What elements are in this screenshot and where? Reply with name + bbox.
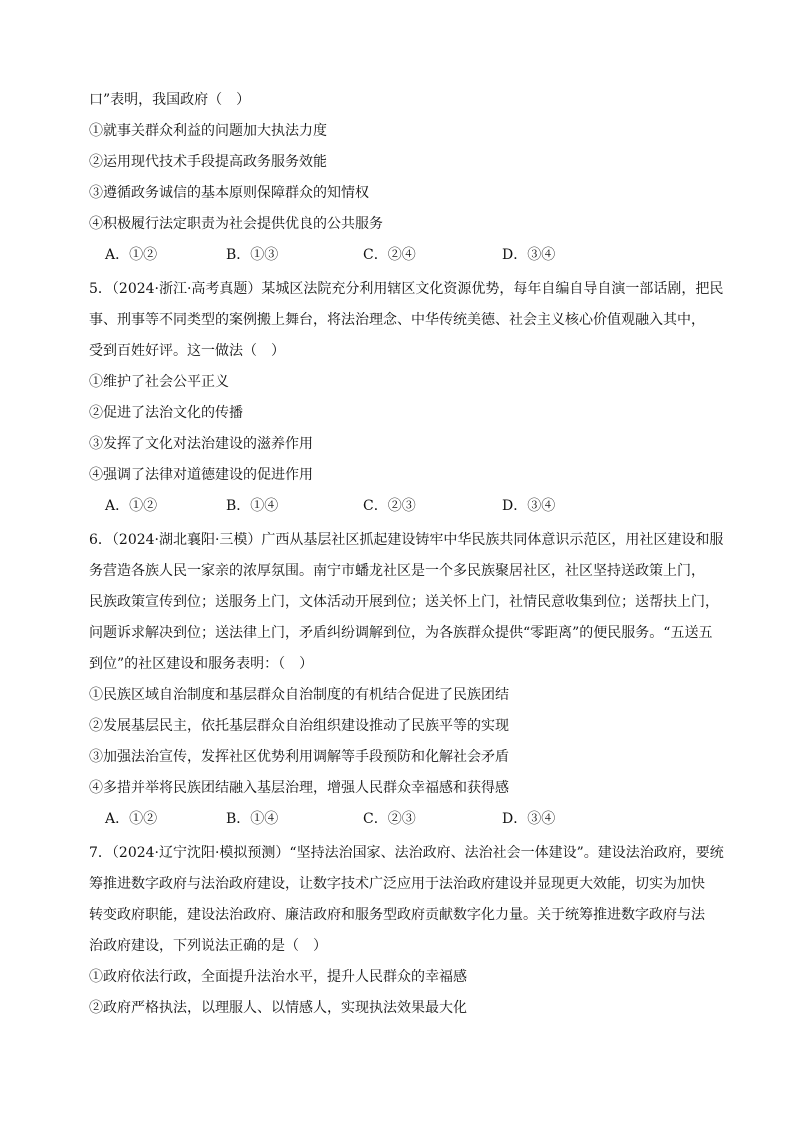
q4-choice-c: C．②④	[363, 247, 416, 263]
q6-choice-d: D．③④	[502, 811, 556, 827]
q4-stem-end: 口”表明，我国政府（ ）	[89, 92, 251, 108]
q4-option-2: ②运用现代技术手段提高政务服务效能	[89, 154, 327, 170]
q7-stem-line-2: 筹推进数字政府与法治政府建设，让数字技术广泛应用于法治政府建设并显现更大效能，切实为加快	[89, 876, 705, 892]
q7-option-2: ②政府严格执法，以理服人、以情感人，实现执法效果最大化	[89, 1000, 467, 1016]
q6-stem-line-4: 问题诉求解决到位；送法律上门，矛盾纠纷调解到位，为各族群众提供“零距离”的便民服务。“五送五	[89, 625, 713, 641]
q6-answer-choices	[105, 809, 725, 829]
q6-choice-b: B．①④	[226, 811, 279, 827]
q5-option-1: ①维护了社会公平正义	[89, 374, 229, 390]
q5-answer-choices	[105, 496, 725, 516]
q4-choice-b: B．①③	[226, 247, 279, 263]
q6-option-2: ②发展基层民主，依托基层群众自治组织建设推动了民族平等的实现	[89, 718, 509, 734]
q4-option-4: ④积极履行法定职责为社会提供优良的公共服务	[89, 216, 383, 232]
q4-choice-a: A．①②	[105, 247, 158, 263]
q4-choice-d: D．③④	[502, 247, 556, 263]
q5-stem-line-3: 受到百姓好评。这一做法（ ）	[89, 343, 285, 359]
q6-stem-line-1: 6．（2024·湖北襄阳·三模）广西从基层社区抓起建设铸牢中华民族共同体意识示范区，用社区建设和服	[89, 532, 724, 548]
q4-option-3: ③遵循政务诚信的基本原则保障群众的知情权	[89, 185, 369, 201]
q4-answer-choices	[105, 245, 725, 265]
q5-stem-line-2: 事、刑事等不同类型的案例搬上舞台，将法治理念、中华传统美德、社会主义核心价值观融入其中，	[89, 312, 705, 328]
q6-stem-line-2: 务营造各族人民一家亲的浓厚氛围。南宁市蟠龙社区是一个多民族聚居社区，社区坚持送政策上门，	[89, 563, 705, 579]
q6-choice-a: A．①②	[105, 811, 158, 827]
q6-option-4: ④多措并举将民族团结融入基层治理，增强人民群众幸福感和获得感	[89, 780, 509, 796]
q7-stem-line-4: 治政府建设，下列说法正确的是（ ）	[89, 938, 327, 954]
q6-option-1: ①民族区域自治制度和基层群众自治制度的有机结合促进了民族团结	[89, 687, 509, 703]
q5-option-2: ②促进了法治文化的传播	[89, 405, 243, 421]
q6-stem-line-5: 到位”的社区建设和服务表明：（ ）	[89, 656, 314, 672]
q5-choice-a: A．①②	[105, 498, 158, 514]
q5-choice-d: D．③④	[502, 498, 556, 514]
q5-option-4: ④强调了法律对道德建设的促进作用	[89, 467, 313, 483]
q7-option-1: ①政府依法行政，全面提升法治水平，提升人民群众的幸福感	[89, 969, 467, 985]
q5-option-3: ③发挥了文化对法治建设的滋养作用	[89, 436, 313, 452]
q5-choice-b: B．①④	[226, 498, 279, 514]
q7-stem-line-3: 转变政府职能，建设法治政府、廉洁政府和服务型政府贡献数字化力量。关于统筹推进数字政府与法	[89, 907, 705, 923]
q5-choice-c: C．②③	[363, 498, 416, 514]
q6-stem-line-3: 民族政策宣传到位；送服务上门，文体活动开展到位；送关怀上门，社情民意收集到位；送帮扶上门，	[89, 594, 719, 610]
q4-option-1: ①就事关群众利益的问题加大执法力度	[89, 123, 327, 139]
q7-stem-line-1: 7．（2024·辽宁沈阳·模拟预测）“坚持法治国家、法治政府、法治社会一体建设”。建设法治政府，要统	[89, 845, 724, 861]
q6-choice-c: C．②③	[363, 811, 416, 827]
q6-option-3: ③加强法治宣传，发挥社区优势利用调解等手段预防和化解社会矛盾	[89, 749, 509, 765]
q5-stem-line-1: 5．（2024·浙江·高考真题）某城区法院充分利用辖区文化资源优势，每年自编自导自演一部话剧，把民	[89, 281, 724, 297]
